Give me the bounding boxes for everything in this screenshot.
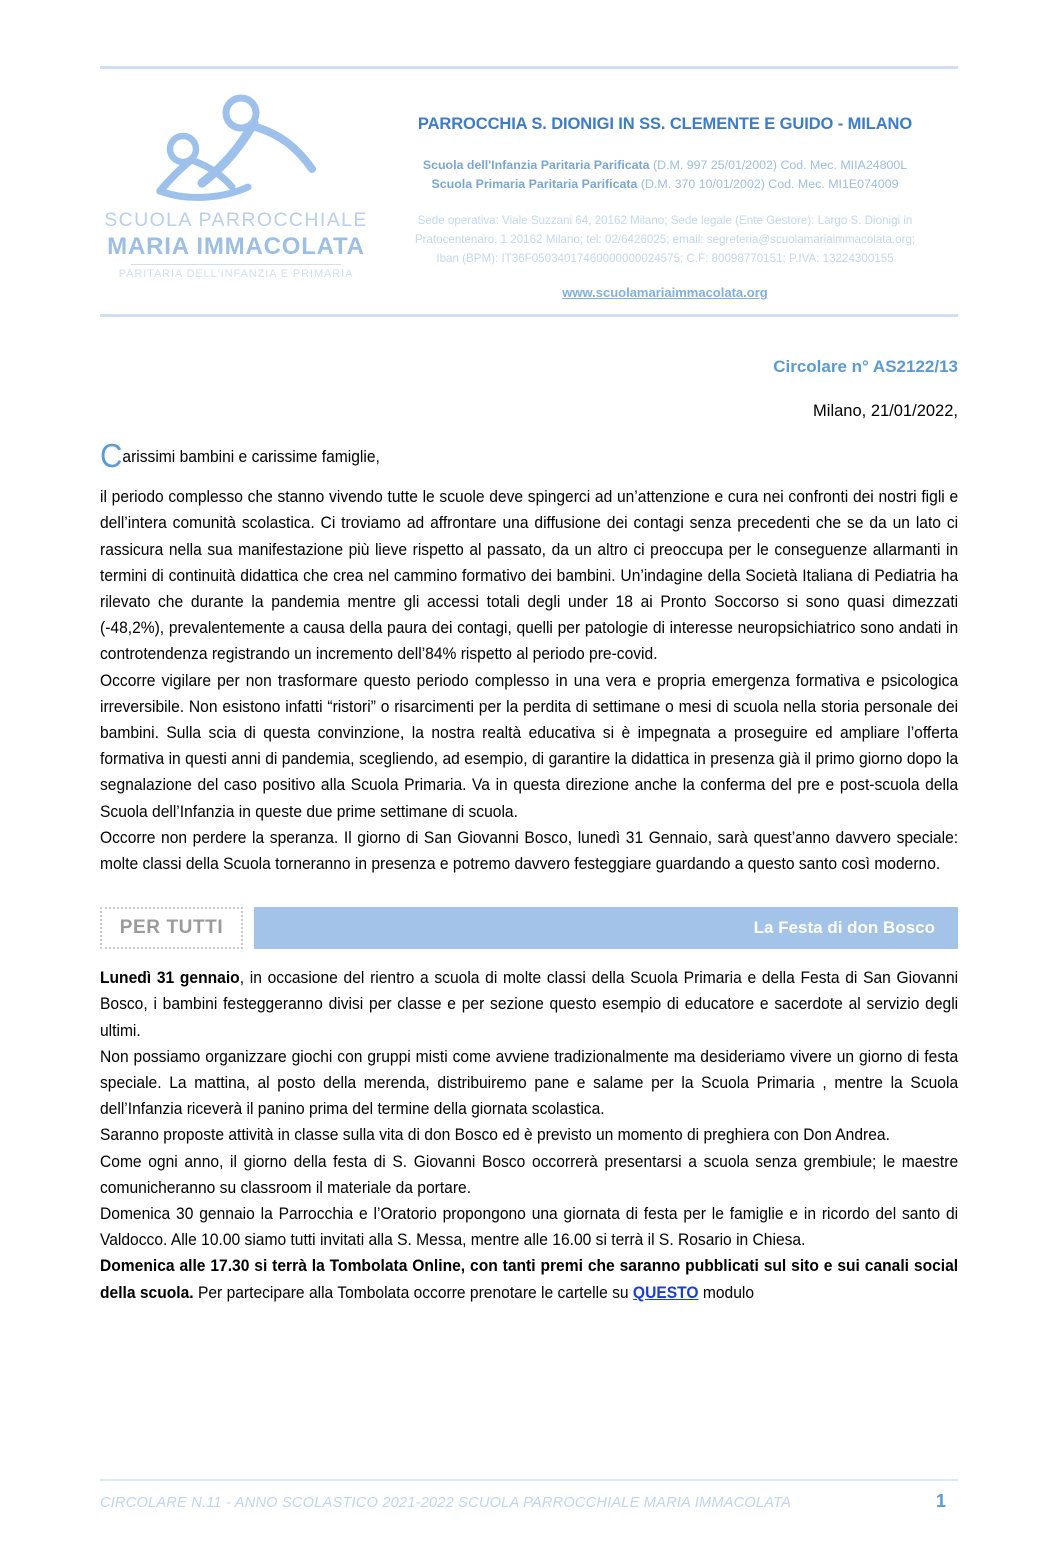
- logo-line-3: PARITARIA DELL'INFANZIA E PRIMARIA: [118, 268, 354, 280]
- footer-row: [100, 1491, 958, 1512]
- section-paragraph-1-text: , in occasione del rientro a scuola di molte classi della Scuola Primaria e della Festa di San Giovanni Bosco, i bambini festeggeranno divisi per classe e per sezione questo esempio di educatore e sacerdote al servizio degli ultimi.: [100, 968, 959, 1040]
- address-line-3: Iban (BPM): IT36F05034017460000000024575; C.F: 80098770151; P.IVA: 13224300155: [436, 252, 894, 265]
- school-decree-infanzia: (D.M. 997 25/01/2002) Cod. Mec. MIIA24800L: [649, 158, 908, 172]
- contact-details: [372, 211, 958, 268]
- school-name-infanzia: Scuola dell'Infanzia Paritaria Parificata: [422, 158, 650, 172]
- section-body: [100, 965, 958, 1306]
- audience-tag-label: PER TUTTI: [119, 917, 224, 939]
- page-number: 1: [935, 1491, 946, 1511]
- tombolata-text-end: modulo: [698, 1282, 755, 1302]
- letter-paragraph-1: il periodo complesso che stanno vivendo tutte le scuole deve spingerci ad un’attenzione e cura nei confronti dei nostri figli e dell’intera comunità scolastica. Ci troviamo ad affrontare una diffusione dei contagi senza precedenti che se da un lato ci rassicura nella sua manifestazione più lieve rispetto al passato, da un altro ci preoccupa per le conseguenze allarmanti in termini di continuità didattica che crea nel cammino formativo dei bambini. Un’indagine della Società Italiana di Pediatria ha rilevato che durante la pandemia mentre gli accessi totali degli under 18 ai Pronto Soccorso si sono quasi dimezzati (-48,2%), prevalentemente a causa della paura dei contagi, quelli per patologie di interesse neuropsichiatrico sono andati in controtendenza registrando un incremento dell’84% rispetto al periodo pre-covid.: [100, 487, 959, 664]
- footer-rule: [100, 1479, 958, 1481]
- questo-form-link[interactable]: QUESTO: [632, 1282, 699, 1302]
- accreditation-line-2: [372, 175, 958, 194]
- logo-line-2: MARIA IMMACOLATA: [107, 233, 365, 260]
- letter-paragraph-3: Occorre non perdere la speranza. Il giorno di San Giovanni Bosco, lunedì 31 Gennaio, sarà quest’anno davvero speciale: molte classi della Scuola torneranno in presenza e potremo davvero festeggiare guardando a questo santo così moderno.: [100, 827, 959, 874]
- circular-number: Circolare n° AS2122/13: [773, 357, 958, 376]
- running-figures-logo-icon: [136, 91, 336, 207]
- section-paragraph-5: Domenica 30 gennaio la Parrocchia e l’Oratorio propongono una giornata di festa per le famiglie e in ricordo del santo di Valdocco. Alle 10.00 siamo tutti invitati alla S. Messa, mentre alle 16.00 si terrà il S. Rosario in Chiesa.: [100, 1204, 959, 1250]
- drop-cap: C: [100, 437, 123, 474]
- greeting-line: [100, 437, 958, 474]
- letterhead: [100, 69, 958, 308]
- section-paragraph-4: Come ogni anno, il giorno della festa di S. Giovanni Bosco occorrerà presentarsi a scuola senza grembiule; le maestre comunicheranno su classroom il materiale da portare.: [100, 1151, 959, 1197]
- section-paragraph-6: [100, 1253, 958, 1305]
- place-and-date: Milano, 21/01/2022,: [813, 402, 958, 420]
- accreditation-line-1: [372, 156, 958, 175]
- section-paragraph-3: Saranno proposte attività in classe sulla vita di don Bosco ed è previsto un momento di preghiera con Don Andrea.: [100, 1125, 890, 1145]
- letter-paragraph-2: Occorre vigilare per non trasformare questo periodo complesso in una vera e propria emergenza formativa e psicologica irreversibile. Non esistono infatti “ristori” o risarcimenti per la perdita di settimane o mesi di scuola nella storia personale dei bambini. Sulla scia di questa convinzione, la nostra realtà educativa si è impegnata a proseguire ed ampliare l’offerta formativa in questi anni di pandemia, scegliendo, ad esempio, di garantire la didattica in presenza già il primo giorno dopo la segnalazione del caso positivo alla Scuola Primaria. Va in questa direzione anche la conferma del pre e post-scuola della Scuola dell’Infanzia in queste due prime settimane di scuola.: [100, 670, 959, 821]
- section-date-highlight: Lunedì 31 gennaio: [100, 968, 240, 988]
- page-footer: [100, 1479, 958, 1512]
- section-paragraph-1: [100, 965, 958, 1044]
- tombolata-text: Per partecipare alla Tombolata occorre prenotare le cartelle su: [193, 1282, 633, 1302]
- logo-divider: [131, 264, 341, 265]
- address-line-2: Pratocentenaro, 1 20162 Milano; tel: 02/6426025; email: segreteria@scuolamariaimmacolata.org;: [414, 233, 916, 246]
- audience-tag: [100, 907, 243, 949]
- address-line-1: Sede operativa: Viale Suzzani 64, 20162 Milano; Sede legale (Ente Gestore): Largo S. Dionigi in: [417, 214, 913, 227]
- school-name-primaria: Scuola Primaria Paritaria Parificata: [431, 177, 638, 191]
- greeting-text: arissimi bambini e carissime famiglie,: [122, 447, 380, 466]
- school-accreditation: [372, 156, 958, 194]
- header-bottom-rule: [100, 314, 958, 317]
- section-title: La Festa di don Bosco: [753, 918, 935, 938]
- document-page: [0, 66, 1058, 1564]
- section-banner: [100, 907, 958, 949]
- website-link[interactable]: www.scuolamariaimmacolata.org: [562, 285, 768, 300]
- section-title-bar: [254, 907, 958, 949]
- tombolata-highlight: Domenica alle 17.30 si terrà la Tombolata Online, con tanti premi che saranno pubblicati sul sito e sui canali social della scuola.: [100, 1256, 959, 1302]
- school-logo: [100, 83, 372, 280]
- footer-text: CIRCOLARE N.11 - ANNO SCOLASTICO 2021-2022 SCUOLA PARROCCHIALE MARIA IMMACOLATA: [100, 1495, 792, 1511]
- school-decree-primaria: (D.M. 370 10/01/2002) Cod. Mec. MI1E074009: [637, 177, 899, 191]
- section-paragraph-2: Non possiamo organizzare giochi con gruppi misti come avviene tradizionalmente ma desideriamo vivere un giorno di festa speciale. La mattina, al posto della merenda, distribuiremo pane e salame per la Scuola Primaria , mentre la Scuola dell’Infanzia riceverà il panino prima del termine della giornata scolastica.: [100, 1046, 959, 1119]
- letterhead-text: [372, 83, 958, 300]
- organization-title: PARROCCHIA S. DIONIGI IN SS. CLEMENTE E GUIDO - MILANO: [417, 115, 913, 133]
- letter-body: [100, 437, 959, 877]
- logo-line-1: SCUOLA PARROCCHIALE: [104, 209, 368, 231]
